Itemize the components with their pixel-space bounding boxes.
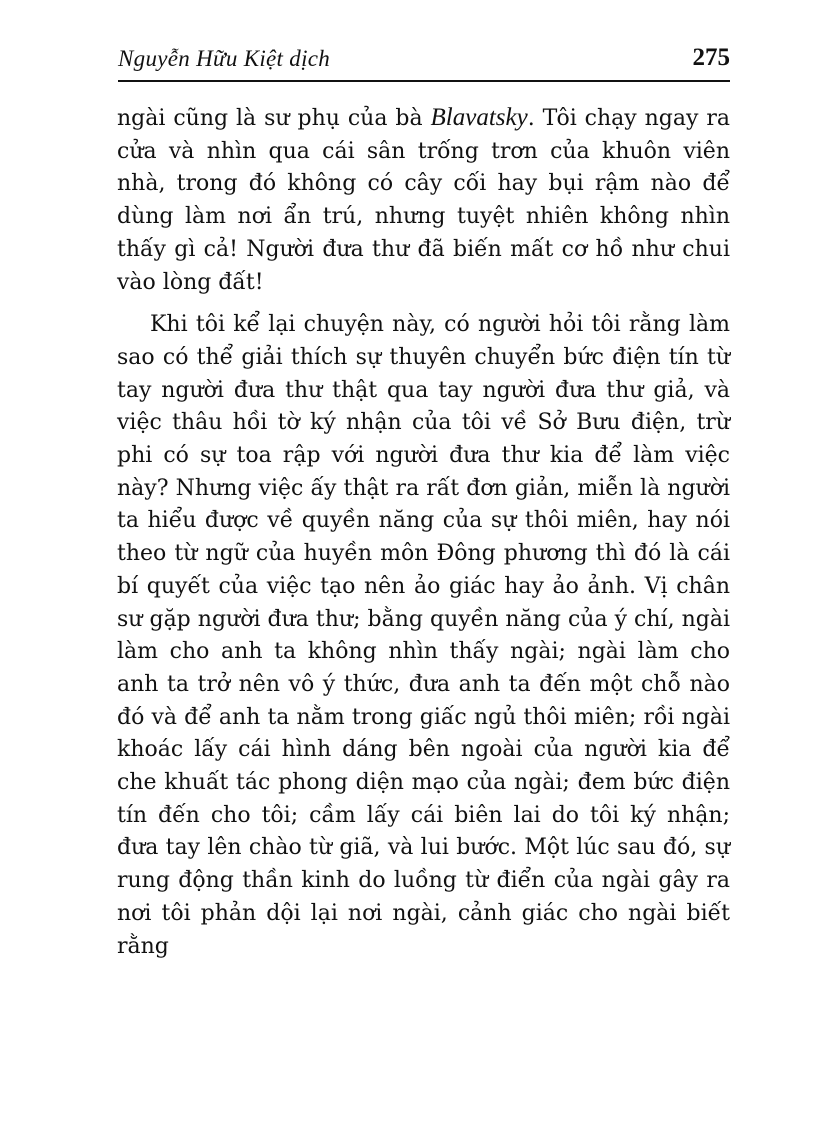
paragraph-2: Khi tôi kể lại chuyện này, có người hỏi tôi rằng làm sao có thể giải thích sự thuyên chuyển bức điện tín từ tay người đưa thư thật qua tay người đưa thư giả, và việc thâu hồi tờ ký nhận của tôi về Sở Bưu điện, trừ phi có sự toa rập với người đưa thư kia để làm việc này? Nhưng việc ấy thật ra rất đơn giản, miễn là người ta hiểu được về quyền năng của sự thôi miên, hay nói theo từ ngữ của huyền môn Đông phương thì đó là cái bí quyết của việc tạo nên ảo giác hay ảo ảnh. Vị chân sư gặp người đưa thư; bằng quyền năng của ý chí, ngài làm cho anh ta không nhìn thấy ngài; ngài làm cho anh ta trở nên vô ý thức, đưa anh ta đến một chỗ nào đó và để anh ta nằm trong giấc ngủ thôi miên; rồi ngài khoác lấy cái hình dáng bên ngoài của người kia để che khuất tác phong diện mạo của ngài; đem bức điện tín đến cho tôi; cầm lấy cái biên lai do tôi ký nhận; đưa tay lên chào từ giã, và lui bước. Một lúc sau đó, sự rung động thần kinh do luồng từ điển của ngài gây ra nơi tôi phản dội lại nơi ngài, cảnh giác cho ngài biết rằng: [117, 312, 730, 959]
header-divider: [118, 80, 730, 82]
blavatsky-name: Blavatsky: [430, 104, 528, 131]
running-title: Nguyễn Hữu Kiệt dịch: [118, 46, 331, 71]
paragraph-1-text-end: . Tôi chạy ngay ra cửa và nhìn qua cái sân trống trơn của khuôn viên nhà, trong đó không có cây cối hay bụi rậm nào để dùng làm nơi ẩn trú, nhưng tuyệt nhiên không nhìn thấy gì cả! Người đưa thư đã biến mất cơ hồ như chui vào lòng đất!: [117, 106, 730, 295]
page-number: 275: [692, 44, 730, 71]
paragraph-1: [117, 102, 730, 299]
paragraph-1-text-start: ngài cũng là sư phụ của bà: [117, 106, 431, 131]
page-header: [118, 44, 730, 74]
body-text: [117, 102, 730, 963]
